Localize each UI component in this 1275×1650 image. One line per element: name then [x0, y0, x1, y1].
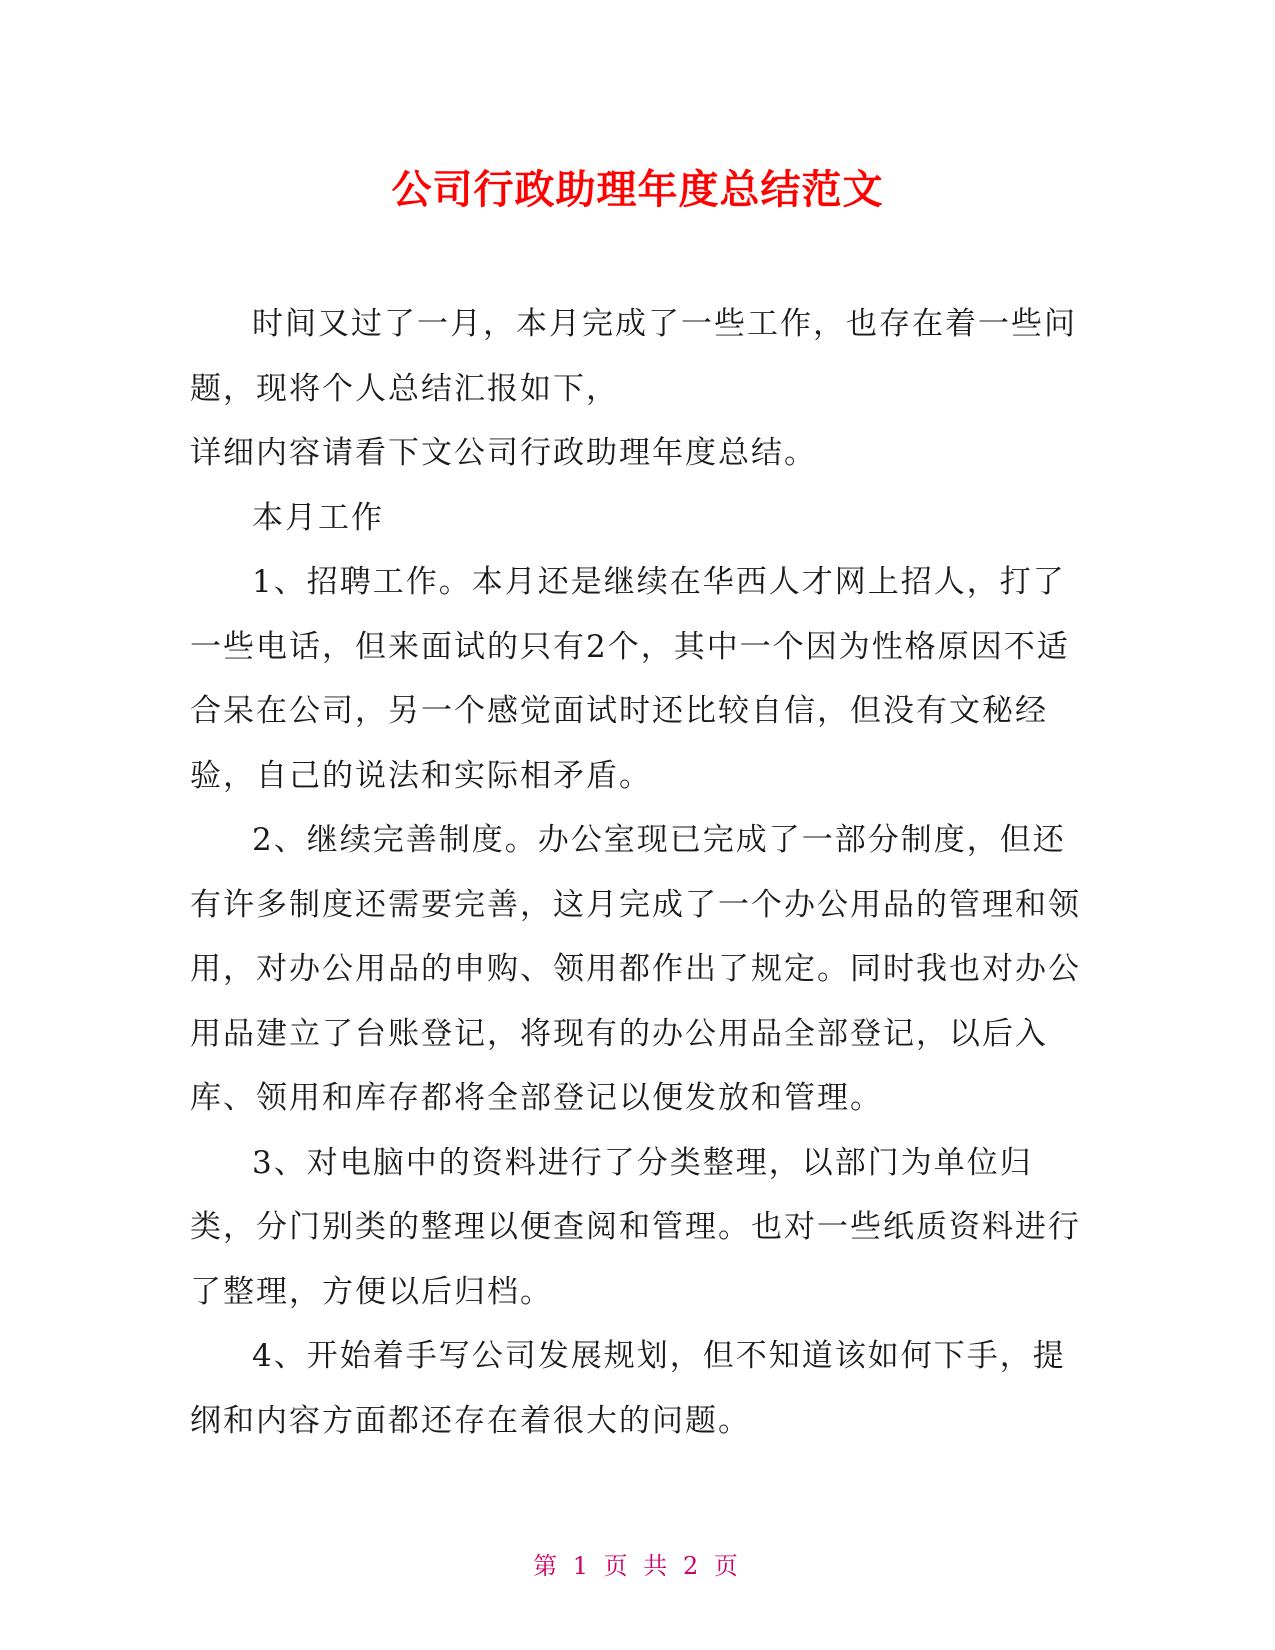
page-number-label: 第 1 页 共 2 页 [533, 1552, 742, 1580]
work-item-2: 2、继续完善制度。办公室现已完成了一部分制度，但还有许多制度还需要完善，这月完成了一个办公用品的管理和领用，对办公用品的申购、领用都作出了规定。同时我也对办公用品建立了台账登记，将现有的办公用品全部登记，以后入库、领用和库存都将全部登记以便发放和管理。 [190, 822, 1081, 1116]
intro-paragraph: 时间又过了一月，本月完成了一些工作，也存在着一些问题，现将个人总结汇报如下， [190, 306, 1077, 407]
work-item-1: 1、招聘工作。本月还是继续在华西人才网上招人，打了一些电话，但来面试的只有2个，其中一个因为性格原因不适合呆在公司，另一个感觉面试时还比较自信，但没有文秘经验，自己的说法和实际相矛盾。 [190, 564, 1070, 794]
section-heading: 本月工作 [252, 499, 384, 536]
work-item-3: 3、对电脑中的资料进行了分类整理，以部门为单位归类，分门别类的整理以便查阅和管理。也对一些纸质资料进行了整理，方便以后归档。 [190, 1144, 1081, 1310]
document-title: 公司行政助理年度总结范文 [391, 167, 884, 213]
details-paragraph: 详细内容请看下文公司行政助理年度总结。 [190, 435, 817, 471]
page-footer [0, 1546, 1275, 1581]
document-body [190, 292, 1085, 1453]
work-item-4: 4、开始着手写公司发展规划，但不知道该如何下手，提纲和内容方面都还存在着很大的问题。 [190, 1338, 1066, 1439]
